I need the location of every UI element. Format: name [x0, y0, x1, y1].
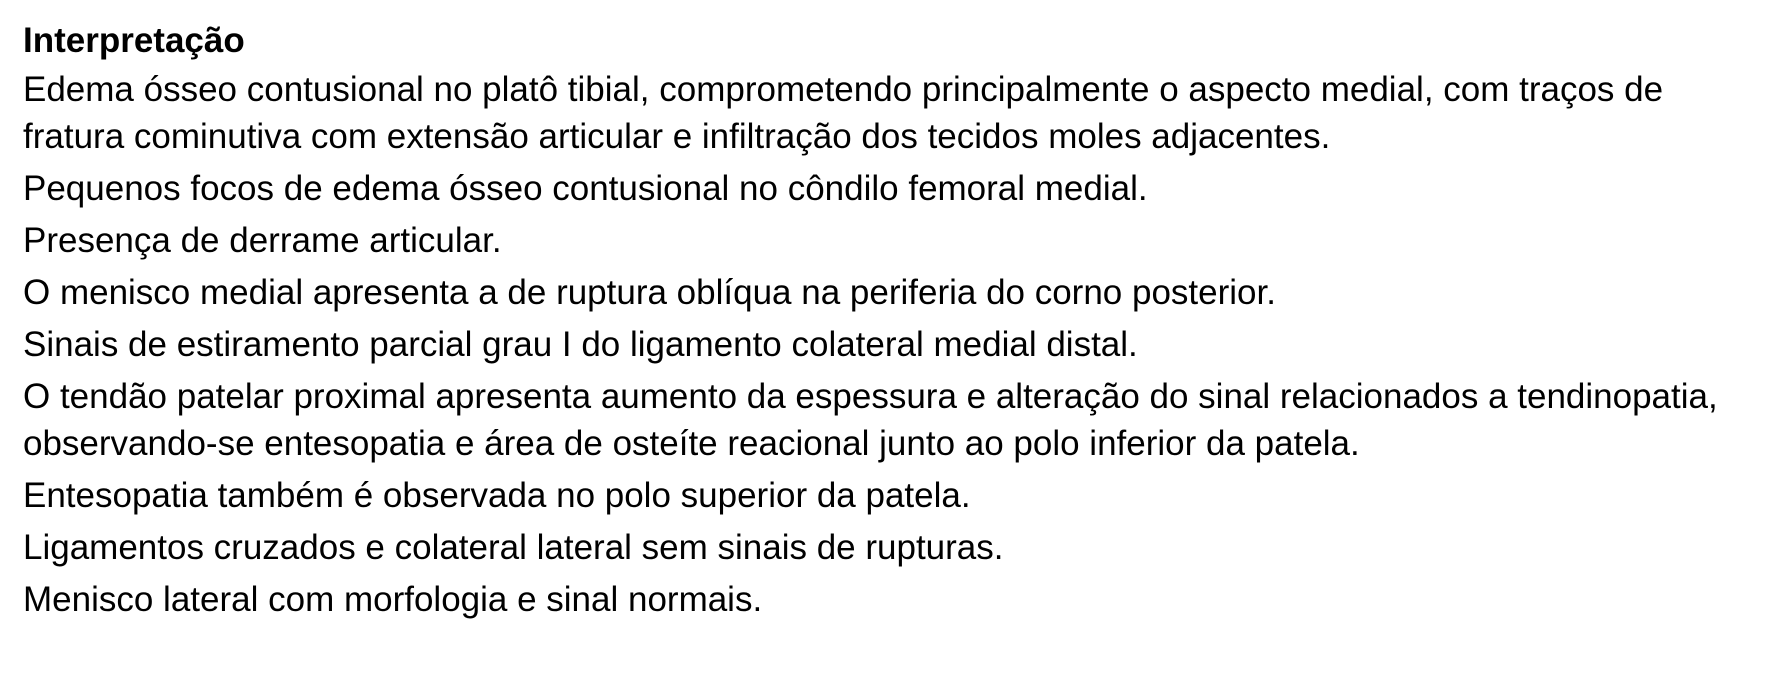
finding-paragraph-3: Presença de derrame articular.	[23, 221, 502, 260]
finding-paragraph-5: Sinais de estiramento parcial grau I do ligamento colateral medial distal.	[23, 325, 1138, 364]
finding-paragraph-8: Ligamentos cruzados e colateral lateral sem sinais de rupturas.	[23, 528, 1004, 567]
finding-paragraph-1: Edema ósseo contusional no platô tibial, comprometendo principalmente o aspecto medial, com traços de fratura cominutiva com extensão articular e infiltração dos tecidos moles adjacentes.	[23, 70, 1664, 156]
finding-paragraph-4: O menisco medial apresenta a de ruptura oblíqua na periferia do corno posterior.	[23, 273, 1276, 312]
section-heading: Interpretação	[23, 21, 245, 60]
finding-paragraph-6: O tendão patelar proximal apresenta aumento da espessura e alteração do sinal relacionados a tendinopatia, observando-se entesopatia e área de osteíte reacional junto ao polo inferior da patela.	[23, 377, 1718, 463]
finding-paragraph-2: Pequenos focos de edema ósseo contusional no côndilo femoral medial.	[23, 169, 1148, 208]
finding-paragraph-9: Menisco lateral com morfologia e sinal normais.	[23, 580, 763, 619]
finding-paragraph-7: Entesopatia também é observada no polo superior da patela.	[23, 476, 971, 515]
report-document	[23, 20, 1743, 628]
